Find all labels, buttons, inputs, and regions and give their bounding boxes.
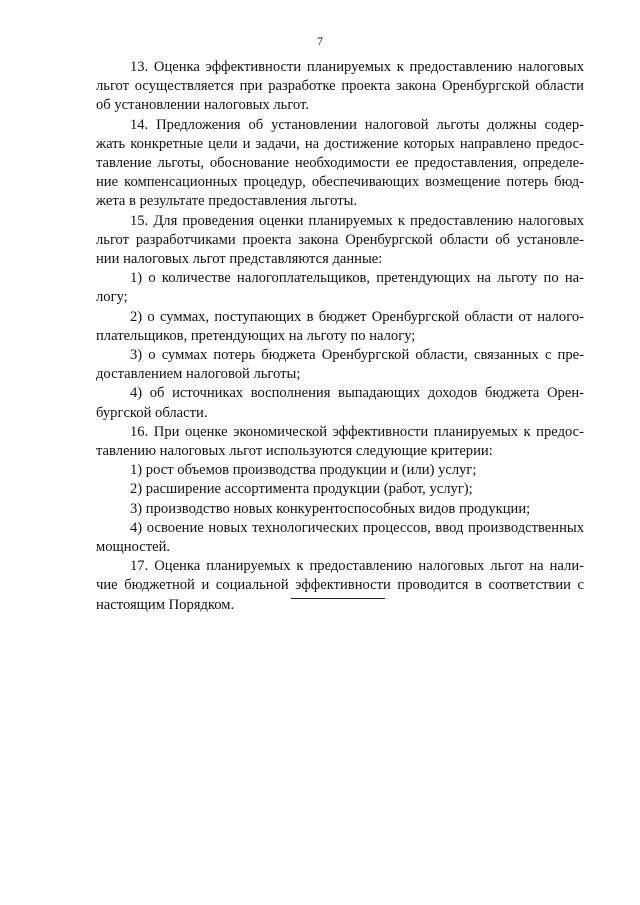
text-line: 15. Для проведения оценки планируемых к предоставлению налоговых	[130, 212, 584, 229]
text-line: 2) расширение ассортимента продукции (работ, услуг);	[130, 481, 473, 498]
text-line: доставлением налоговой льготы;	[96, 366, 301, 383]
text-line: плательщиков, претендующих на льготу по налогу;	[96, 327, 416, 344]
text-line: мощностей.	[96, 539, 171, 556]
text-line: льгот осуществляется при разработке проекта закона Оренбургской области	[96, 78, 584, 95]
text-line: бургской области.	[96, 404, 208, 421]
text-line: об установлении налоговых льгот.	[96, 97, 309, 114]
page-number: 7	[317, 34, 323, 48]
text-line: 1) рост объемов производства продукции и (или) услуг;	[130, 462, 477, 479]
text-line: логу;	[96, 289, 128, 306]
text-line: жета в результате предоставления льготы.	[96, 193, 358, 210]
text-line: 1) о количестве налогоплательщиков, претендующих на льготу по на-	[130, 270, 584, 287]
text-line: жать конкретные цели и задачи, на достижение которых направлено предос-	[96, 135, 584, 152]
text-line: 17. Оценка планируемых к предоставлению налоговых льгот на нали-	[130, 558, 584, 575]
text-line: 16. При оценке экономической эффективности планируемых к предос-	[130, 423, 584, 440]
end-rule	[291, 598, 385, 599]
text-line: тавление льготы, обоснование необходимости ее предоставления, определе-	[96, 155, 584, 172]
text-line: 4) об источниках восполнения выпадающих доходов бюджета Орен-	[130, 385, 584, 402]
text-line: 3) о суммах потерь бюджета Оренбургской области, связанных с пре-	[130, 347, 584, 364]
text-line: чие бюджетной и социальной эффективности проводится в соответствии с	[96, 577, 584, 594]
text-line: ние компенсационных процедур, обеспечивающих возмещение потерь бюд-	[96, 174, 584, 191]
text-line: 13. Оценка эффективности планируемых к предоставлению налоговых	[130, 59, 584, 75]
document-body	[96, 58, 584, 615]
text-line: 3) производство новых конкурентоспособных видов продукции;	[130, 500, 531, 517]
text-line: нии налоговых льгот представляются данные:	[96, 251, 383, 268]
text-line: льгот разработчиками проекта закона Оренбургской области об установле-	[96, 231, 584, 248]
text-line: тавлению налоговых льгот используются следующие критерии:	[96, 443, 493, 460]
text-line: 4) освоение новых технологических процессов, ввод производственных	[130, 519, 584, 536]
text-line: 2) о суммах, поступающих в бюджет Оренбургской области от налого-	[130, 308, 584, 325]
text-line: 14. Предложения об установлении налоговой льготы должны содер-	[130, 116, 584, 133]
text-line: настоящим Порядком.	[96, 596, 235, 613]
